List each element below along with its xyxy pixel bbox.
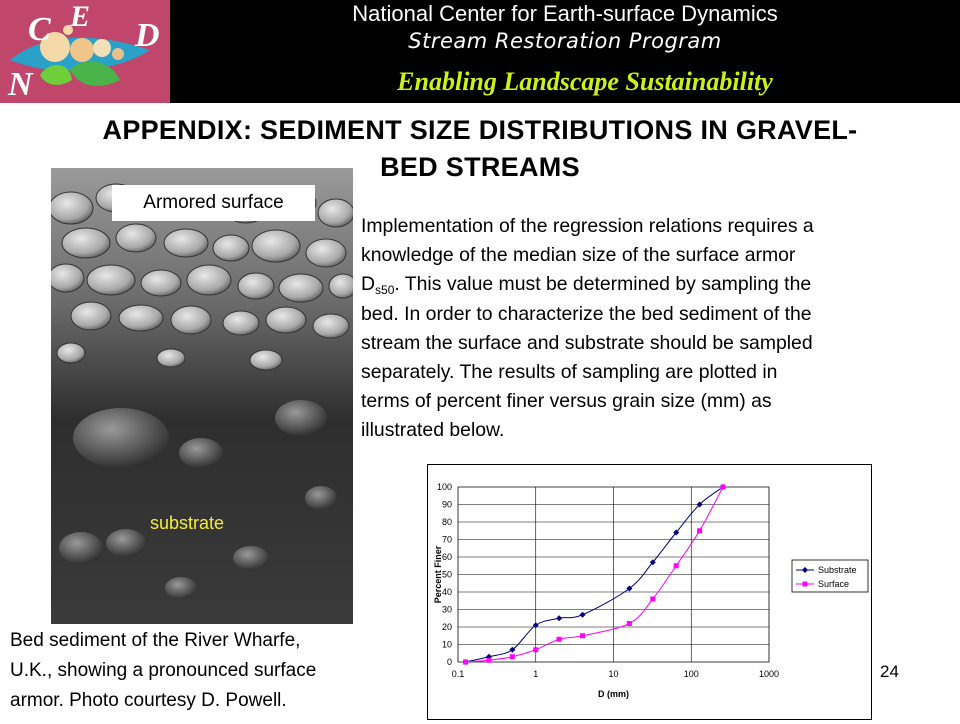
legend-label: Surface (818, 579, 850, 589)
y-tick-label: 40 (441, 587, 452, 597)
logo-letter-d: D (135, 17, 160, 54)
data-point-surface (627, 621, 632, 626)
data-point-surface (533, 647, 538, 652)
data-point-surface (650, 597, 655, 602)
organization-name: National Center for Earth-surface Dynamics (352, 1, 778, 26)
data-point-surface (486, 658, 491, 663)
data-point-surface (463, 660, 468, 665)
body-line: terms of percent finer versus grain size (mm) as (361, 390, 772, 413)
data-point-surface (720, 485, 725, 490)
y-tick-label: 20 (441, 622, 452, 632)
x-tick-label: 100 (683, 669, 699, 679)
slide-header (0, 0, 960, 103)
logo-letter-c: C (28, 11, 51, 48)
grain-size-chart-plot (428, 465, 871, 719)
data-point-surface (697, 528, 702, 533)
ds50-subscript: s50 (375, 283, 395, 298)
body-line-text: . This value must be determined by sampling the (394, 273, 812, 296)
x-axis-label: D (mm) (598, 689, 629, 699)
caption-line: armor. Photo courtesy D. Powell. (10, 690, 287, 711)
body-line: separately. The results of sampling are plotted in (361, 361, 778, 384)
body-line (361, 270, 936, 299)
y-tick-label: 90 (441, 499, 452, 510)
y-tick-label: 10 (441, 639, 452, 650)
tagline: Enabling Landscape Sustainability (397, 67, 773, 96)
caption-line: Bed sediment of the River Wharfe, (10, 630, 301, 651)
armored-surface-label: Armored surface (112, 185, 315, 221)
x-tick-label: 10 (608, 669, 619, 679)
logo-letter-n: N (8, 66, 33, 103)
body-line: Implementation of the regression relations requires a (361, 215, 814, 237)
nced-logo (0, 0, 170, 103)
x-tick-label: 0.1 (451, 669, 465, 679)
body-line: illustrated below. (361, 419, 505, 442)
grain-size-chart (427, 464, 872, 720)
y-tick-label: 80 (441, 517, 452, 527)
riverbed-photo-graphic (51, 168, 353, 624)
program-name: Stream Restoration Program (408, 29, 722, 53)
photo-caption (10, 626, 410, 716)
x-tick-label: 1 (533, 669, 539, 679)
y-tick-label: 100 (436, 482, 452, 492)
substrate-label: substrate (150, 513, 225, 533)
data-point-surface (557, 637, 562, 642)
y-axis-label: Percent Finer (433, 545, 443, 604)
y-tick-label: 30 (441, 604, 452, 615)
data-point-surface (510, 654, 515, 659)
y-tick-label: 70 (441, 534, 452, 545)
body-line: bed. In order to characterize the bed sediment of the (361, 302, 812, 325)
body-line: stream the surface and substrate should be sampled (361, 331, 813, 354)
y-tick-label: 60 (441, 552, 452, 562)
legend-label: Substrate (818, 565, 857, 575)
riverbed-photo (51, 168, 353, 624)
body-paragraph (361, 212, 936, 446)
slide-title-line-2: BED STREAMS (380, 152, 580, 182)
y-tick-label: 50 (441, 569, 452, 580)
page-number: 24 (880, 662, 899, 681)
legend-marker (803, 582, 808, 587)
caption-line: U.K., showing a pronounced surface (10, 660, 317, 681)
y-tick-label: 0 (446, 657, 452, 667)
body-line: knowledge of the median size of the surface armor (361, 244, 796, 267)
ds50-symbol: D (361, 273, 376, 296)
x-tick-label: 1000 (758, 669, 780, 679)
data-point-surface (674, 563, 679, 568)
nced-logo-graphic (0, 0, 170, 103)
slide-title-line-1: APPENDIX: SEDIMENT SIZE DISTRIBUTIONS IN GRAVEL- (102, 115, 858, 145)
data-point-surface (580, 633, 585, 638)
logo-letter-e: E (70, 0, 91, 33)
